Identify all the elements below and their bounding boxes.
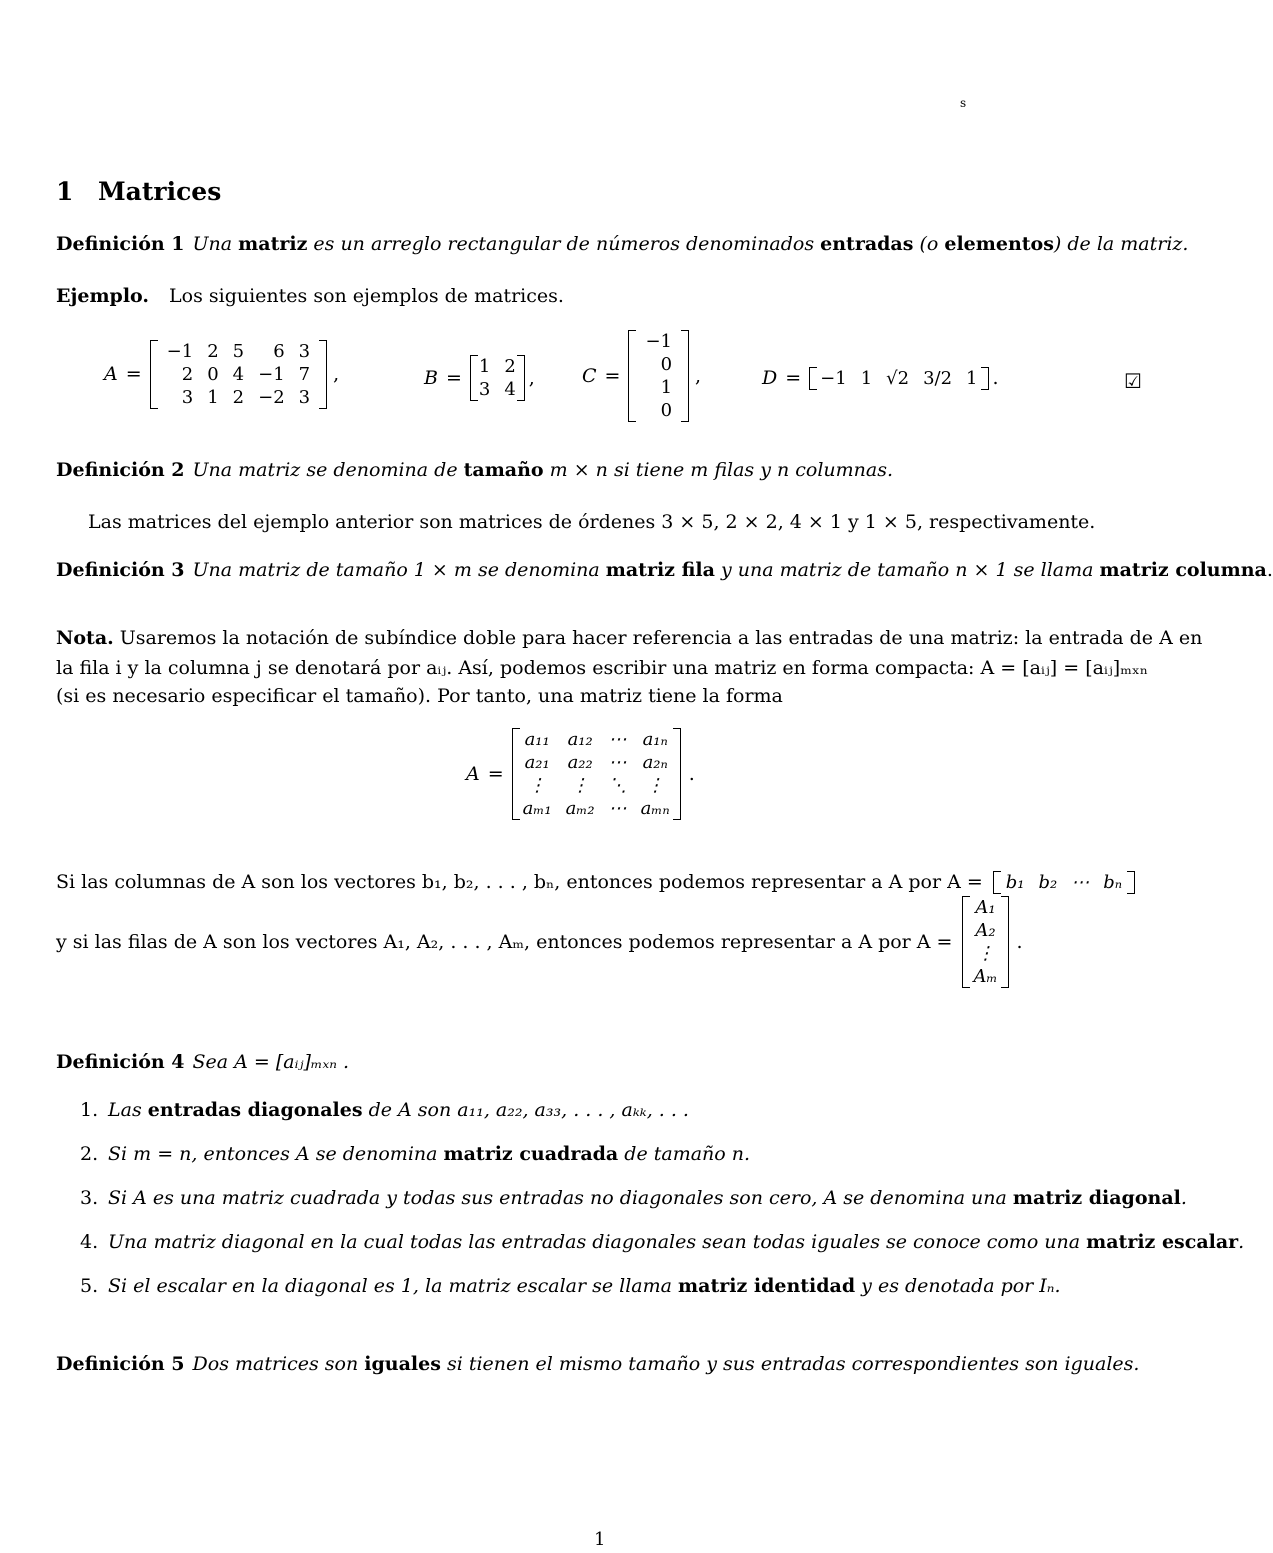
matrix-row <box>472 378 523 401</box>
def-text: y una matriz de tamaño n × 1 se llama <box>714 559 1100 581</box>
matrix-row <box>966 919 1004 942</box>
def-text: Dos matrices son <box>192 1353 365 1375</box>
definition-label: Definición 5 <box>56 1353 185 1375</box>
matrix-entry: b₁ <box>1005 871 1025 893</box>
column-vector-row <box>993 871 1135 894</box>
list-text: . <box>1238 1231 1245 1253</box>
definition-label: Definición 2 <box>56 459 185 481</box>
matrix-entry: −1 <box>166 341 194 362</box>
matrix-row <box>516 728 677 751</box>
definition-5 <box>56 1352 1139 1377</box>
matrix-row <box>638 353 679 376</box>
matrix-entry: √2 <box>886 367 910 389</box>
separator: , <box>333 363 340 386</box>
term-matriz: matriz <box>238 233 308 255</box>
matrix-row <box>813 367 984 390</box>
matrix-entry: bₙ <box>1103 871 1123 893</box>
matrix-entry: 3 <box>298 387 311 408</box>
matrix-row <box>472 355 523 378</box>
list-term: matriz escalar <box>1086 1231 1239 1253</box>
matrix-entry: 2 <box>181 364 194 385</box>
matrix-row <box>966 896 1004 919</box>
nota-line-2: la fila i y la columna j se denotará por aᵢⱼ. Así, podemos escribir una matriz en forma compacta: A = [aᵢⱼ] = [aᵢⱼ]ₘₓₙ <box>56 657 1149 679</box>
matrix-row <box>638 330 679 353</box>
matrix-row <box>516 774 677 797</box>
term-tamano: tamaño <box>463 459 544 481</box>
matrix-b <box>470 355 525 401</box>
def-text: . <box>1266 559 1273 581</box>
matrix-entry: −1 <box>258 364 285 385</box>
equals-sign: = <box>445 366 462 389</box>
matrix-entry: A₁ <box>975 897 996 918</box>
def-text: ) de la matriz. <box>1053 233 1189 255</box>
def-text: Sea A = [aᵢⱼ]ₘₓₙ . <box>192 1051 350 1073</box>
term-matriz-fila: matriz fila <box>605 559 715 581</box>
list-term: matriz cuadrada <box>443 1143 619 1165</box>
matrix-entry: A₂ <box>975 920 996 941</box>
matrix-name: C <box>582 364 597 387</box>
list-item <box>80 1142 750 1167</box>
general-matrix <box>512 728 681 820</box>
list-text: Si m = n, entonces A se denomina <box>108 1143 444 1165</box>
list-term: entradas diagonales <box>147 1099 363 1121</box>
rows-text: y si las filas de A son los vectores A₁, A₂, . . . , Aₘ, entonces podemos representar a A por A = <box>56 930 953 953</box>
row-vector-column <box>962 896 1008 988</box>
example-line <box>56 284 564 309</box>
list-number: 3. <box>80 1187 99 1209</box>
matrix-entry: 3 <box>298 341 311 362</box>
matrix-entry: ⋮ <box>646 775 665 796</box>
matrix-entry: 6 <box>273 341 285 362</box>
definition-label: Definición 3 <box>56 559 185 581</box>
matrix-row <box>160 340 317 363</box>
matrix-entry: 1 <box>966 367 978 389</box>
example-label: Ejemplo. <box>56 285 150 307</box>
def-text: Una <box>192 233 239 255</box>
matrix-entry: 2 <box>207 341 219 362</box>
section-title: Matrices <box>98 177 222 206</box>
equals-sign: = <box>125 363 142 386</box>
matrix-entry: −2 <box>258 387 285 408</box>
list-text: Las <box>108 1099 148 1121</box>
matrix-d <box>809 367 988 390</box>
def-text: (o <box>913 233 945 255</box>
list-text: Si el escalar en la diagonal es 1, la matriz escalar se llama <box>108 1275 679 1297</box>
matrix-row <box>999 871 1129 894</box>
matrix-entry: ⋯ <box>608 798 627 819</box>
list-item <box>80 1098 689 1123</box>
list-item <box>80 1230 1244 1255</box>
definition-3 <box>56 558 1273 583</box>
matrix-entry: b₂ <box>1038 871 1058 893</box>
columns-text: Si las columnas de A son los vectores b₁, b₂, . . . , bₙ, entonces podemos representar a A por A = <box>56 871 983 893</box>
list-number: 4. <box>80 1231 99 1253</box>
period: . <box>1016 930 1023 953</box>
orders-paragraph: Las matrices del ejemplo anterior son matrices de órdenes 3 × 5, 2 × 2, 4 × 1 y 1 × 5, respectivamente. <box>88 511 1096 533</box>
separator: , <box>695 364 702 387</box>
columns-representation <box>56 870 1135 895</box>
matrix-entry: 1 <box>860 367 873 389</box>
matrix-entry: 4 <box>504 379 516 400</box>
list-text: Si A es una matriz cuadrada y todas sus entradas no diagonales son cero, A se denomina una <box>108 1187 1013 1209</box>
matrix-a <box>150 340 327 409</box>
section-number: 1 <box>56 177 74 206</box>
matrix-entry: 1 <box>207 387 219 408</box>
matrix-entry: 5 <box>232 341 245 362</box>
period: . <box>992 367 999 389</box>
matrix-entry: aₘ₂ <box>565 798 595 819</box>
matrix-name: B <box>424 366 438 389</box>
list-term: matriz identidad <box>678 1275 856 1297</box>
definition-2 <box>56 458 893 483</box>
matrix-row <box>638 376 679 399</box>
matrix-row <box>516 797 677 820</box>
matrix-entry: 3/2 <box>923 367 953 389</box>
list-text: de A son a₁₁, a₂₂, a₃₃, . . . , aₖₖ, . . . <box>362 1099 689 1121</box>
matrix-entry: 2 <box>504 356 516 377</box>
matrix-entry: a₂₂ <box>567 752 593 773</box>
matrix-row <box>516 751 677 774</box>
matrix-row <box>160 386 317 409</box>
matrix-entry: −1 <box>645 331 673 352</box>
matrix-entry: Aₘ <box>973 966 998 987</box>
matrix-row <box>638 399 679 422</box>
matrix-name: D <box>762 367 778 389</box>
def-text: Una matriz de tamaño 1 × m se denomina <box>192 559 606 581</box>
example-text: Los siguientes son ejemplos de matrices. <box>169 285 564 307</box>
matrix-a-equation <box>104 340 339 409</box>
matrix-entry: a₁ₙ <box>642 729 668 750</box>
equals-sign: = <box>785 367 802 389</box>
term-entradas: entradas <box>820 233 914 255</box>
checkbox-icon: ☑ <box>1124 369 1142 393</box>
nota-line-1 <box>56 626 1202 651</box>
definition-label: Definición 1 <box>56 233 185 255</box>
equals-sign: = <box>487 762 504 785</box>
matrix-entry: aₘₙ <box>640 798 670 819</box>
matrix-row <box>966 942 1004 965</box>
matrix-b-equation <box>424 355 535 401</box>
general-matrix-equation <box>466 728 695 820</box>
list-item <box>80 1274 1061 1299</box>
matrix-entry: a₁₂ <box>567 729 593 750</box>
def-text: es un arreglo rectangular de números denominados <box>307 233 821 255</box>
matrix-d-equation <box>762 366 999 391</box>
list-text: y es denotada por Iₙ. <box>855 1275 1061 1297</box>
matrix-entry: a₂ₙ <box>642 752 668 773</box>
matrix-entry: 2 <box>232 387 245 408</box>
matrix-entry: a₁₁ <box>524 729 550 750</box>
matrix-entry: −1 <box>820 367 847 389</box>
matrix-entry: aₘ₁ <box>522 798 552 819</box>
list-number: 5. <box>80 1275 99 1297</box>
matrix-entry: ⋱ <box>608 775 627 796</box>
matrix-entry: 7 <box>298 364 311 385</box>
matrix-c <box>628 330 689 422</box>
nota-text: Usaremos la notación de subíndice doble para hacer referencia a las entradas de una matriz: la entrada de A en <box>119 627 1203 649</box>
term-iguales: iguales <box>364 1353 441 1375</box>
section-heading <box>56 176 221 209</box>
list-number: 2. <box>80 1143 99 1165</box>
separator: , <box>528 366 535 389</box>
def-text: si tienen el mismo tamaño y sus entradas correspondientes son iguales. <box>440 1353 1140 1375</box>
matrix-entry: 0 <box>660 354 673 375</box>
list-number: 1. <box>80 1099 99 1121</box>
equals-sign: = <box>604 364 621 387</box>
term-elementos: elementos <box>944 233 1054 255</box>
matrix-row <box>160 363 317 386</box>
list-item <box>80 1186 1187 1211</box>
matrix-entry: ⋮ <box>976 943 995 964</box>
definition-1 <box>56 232 1188 257</box>
matrix-entry: 0 <box>207 364 219 385</box>
definition-label: Definición 4 <box>56 1051 185 1073</box>
term-matriz-columna: matriz columna <box>1099 559 1267 581</box>
matrix-entry: ⋯ <box>1071 871 1090 893</box>
period: . <box>688 762 695 785</box>
rows-representation <box>56 896 1023 988</box>
nota-label: Nota. <box>56 627 114 649</box>
matrix-name: A <box>466 762 480 785</box>
matrix-c-equation <box>582 330 701 422</box>
list-text: . <box>1180 1187 1187 1209</box>
matrix-entry: 1 <box>478 356 491 377</box>
matrix-name: A <box>104 363 118 386</box>
matrix-entry: 4 <box>232 364 245 385</box>
matrix-row <box>966 965 1004 988</box>
definition-4 <box>56 1050 349 1075</box>
matrix-entry: 1 <box>660 377 673 398</box>
matrix-entry: a₂₁ <box>524 752 550 773</box>
list-term: matriz diagonal <box>1012 1187 1181 1209</box>
list-text: de tamaño n. <box>618 1143 751 1165</box>
corner-mark: s <box>960 96 967 110</box>
matrix-entry: 3 <box>478 379 491 400</box>
matrix-entry: ⋮ <box>528 775 547 796</box>
def-text: m × n si tiene m filas y n columnas. <box>543 459 894 481</box>
list-text: Una matriz diagonal en la cual todas las entradas diagonales sean todas iguales se conoce como una <box>108 1231 1087 1253</box>
nota-line-3: (si es necesario especificar el tamaño). Por tanto, una matriz tiene la forma <box>56 685 783 707</box>
matrix-entry: ⋯ <box>608 729 627 750</box>
matrix-entry: 3 <box>181 387 194 408</box>
page-number: 1 <box>594 1529 606 1550</box>
def-text: Una matriz se denomina de <box>192 459 464 481</box>
matrix-entry: ⋯ <box>608 752 627 773</box>
matrix-entry: 0 <box>660 400 673 421</box>
matrix-entry: ⋮ <box>571 775 590 796</box>
